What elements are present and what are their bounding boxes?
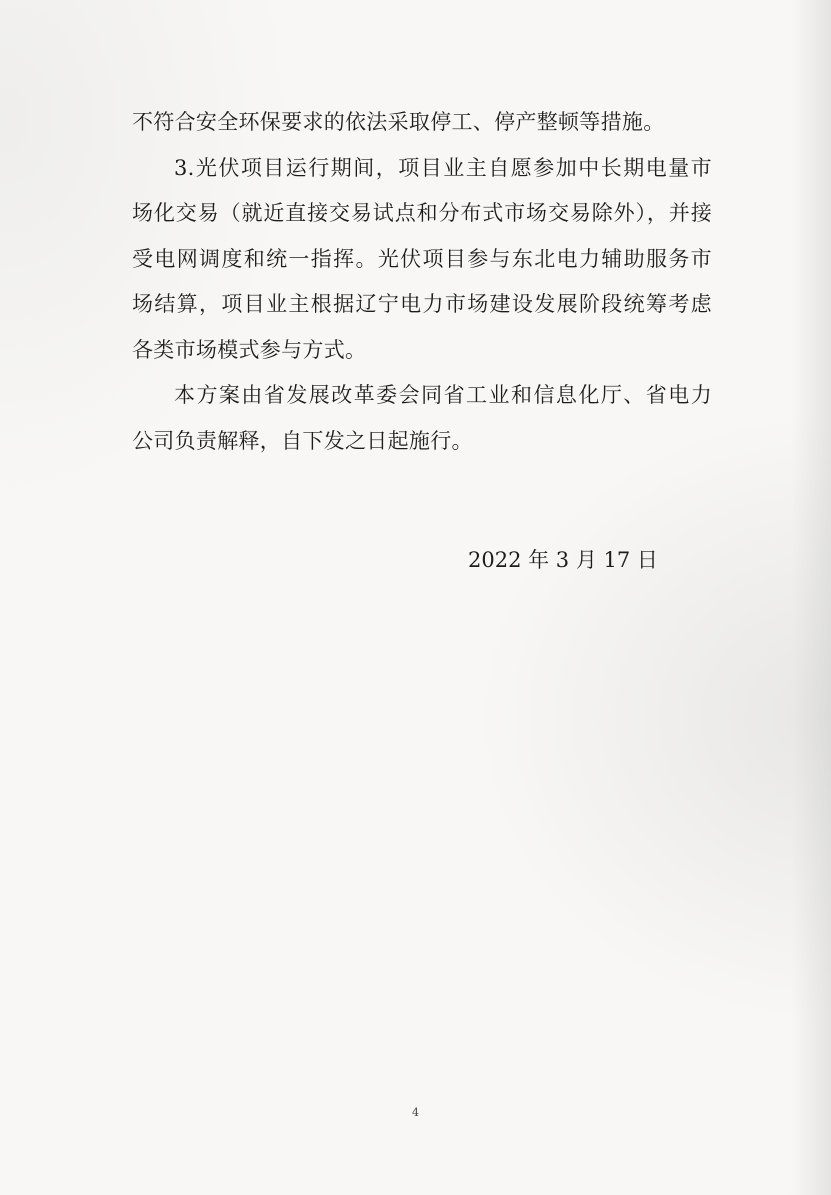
scan-edge-shadow <box>791 0 831 1195</box>
paragraph-2-line-3: 受电网调度和统一指挥。光伏项目参与东北电力辅助服务市 <box>132 246 712 271</box>
paragraph-1-line-1: 不符合安全环保要求的依法采取停工、停产整顿等措施。 <box>132 110 665 134</box>
document-date: 2022 年 3 月 17 日 <box>468 548 658 572</box>
paragraph-2-line-2: 场化交易（就近直接交易试点和分布式市场交易除外），并接 <box>132 201 712 225</box>
paragraph-2-line-4: 场结算，项目业主根据辽宁电力市场建设发展阶段统筹考虑 <box>132 292 712 316</box>
paragraph-3-line-1: 本方案由省发展改革委会同省工业和信息化厅、省电力 <box>174 383 712 407</box>
page-number: 4 <box>412 1106 419 1119</box>
document-body <box>132 100 712 464</box>
paragraph-2-line-5: 各类市场模式参与方式。 <box>132 337 367 362</box>
paragraph-3-line-2: 公司负责解释，自下发之日起施行。 <box>132 428 473 453</box>
paragraph-2-line-1: 3.光伏项目运行期间，项目业主自愿参加中长期电量市 <box>174 155 712 180</box>
